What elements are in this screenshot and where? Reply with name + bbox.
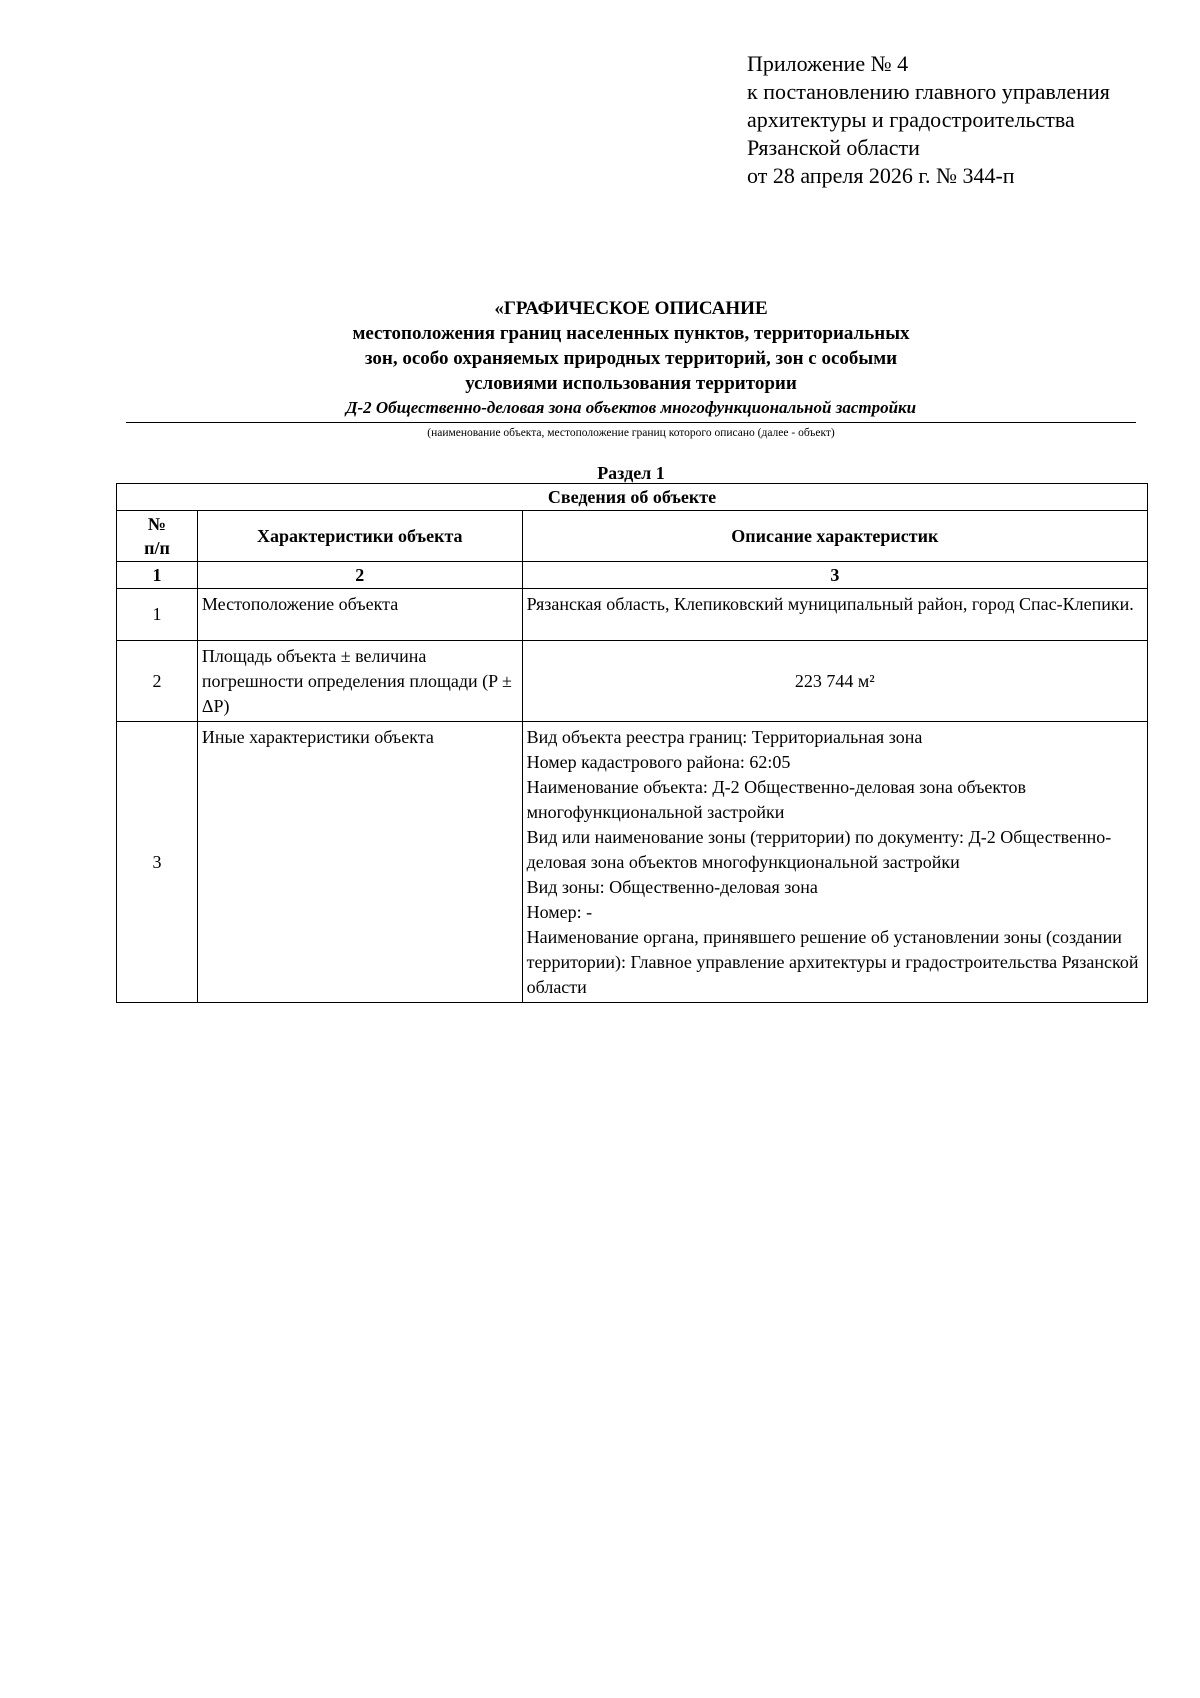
description-line: Вид зоны: Общественно-деловая зона bbox=[526, 877, 818, 897]
row-number: 3 bbox=[117, 722, 198, 1003]
appendix-line-1: Приложение № 4 bbox=[747, 51, 909, 76]
document-subtitle-line-3: условиями использования территории bbox=[465, 373, 797, 394]
object-info-table bbox=[116, 483, 1148, 1003]
table-row bbox=[117, 589, 1148, 641]
row-description: Рязанская область, Клепиковский муниципальный район, город Спас-Клепики. bbox=[522, 589, 1147, 641]
description-line: Номер кадастрового района: 62:05 bbox=[526, 752, 791, 772]
header-num bbox=[117, 511, 198, 562]
table-header-row bbox=[117, 511, 1148, 562]
description-line: Наименование объекта: Д-2 Общественно-деловая зона объектов многофункциональной застройки bbox=[526, 777, 1027, 822]
column-number-1: 1 bbox=[117, 562, 198, 589]
description-line: Номер: - bbox=[526, 902, 593, 922]
header-num-line-1: № bbox=[147, 514, 166, 534]
table-title-row bbox=[117, 484, 1148, 511]
document-subtitle-line-2: зон, особо охраняемых природных территорий, зон с особыми bbox=[364, 348, 898, 369]
appendix-header bbox=[747, 50, 1110, 190]
description-line: Наименование органа, принявшего решение об установлении зоны (создании территории): Главное управление архитектуры и градостроительства Рязанской области bbox=[526, 927, 1139, 997]
row-number: 1 bbox=[117, 589, 198, 641]
row-number: 2 bbox=[117, 641, 198, 722]
table-row bbox=[117, 722, 1148, 1003]
appendix-line-2: к постановлению главного управления bbox=[747, 79, 1110, 104]
description-line: Вид объекта реестра границ: Территориальная зона bbox=[526, 727, 923, 747]
column-number-3: 3 bbox=[522, 562, 1147, 589]
header-characteristics: Характеристики объекта bbox=[197, 511, 522, 562]
row-description: 223 744 м² bbox=[522, 641, 1147, 722]
section-title: Раздел 1 bbox=[597, 463, 665, 483]
header-num-line-2: п/п bbox=[144, 538, 170, 558]
object-name: Д-2 Общественно-деловая зона объектов многофункциональной застройки bbox=[126, 396, 1136, 423]
object-name-caption: (наименование объекта, местоположение границ которого описано (далее - объект) bbox=[427, 427, 835, 439]
appendix-line-5: от 28 апреля 2026 г. № 344-п bbox=[747, 163, 1015, 188]
column-number-2: 2 bbox=[197, 562, 522, 589]
description-line: Вид или наименование зоны (территории) по документу: Д-2 Общественно-деловая зона объектов многофункциональной застройки bbox=[526, 827, 1112, 872]
document-title-block bbox=[126, 296, 1136, 441]
row-characteristic: Площадь объекта ± величина погрешности определения площади (P ± ΔP) bbox=[197, 641, 522, 722]
header-description: Описание характеристик bbox=[522, 511, 1147, 562]
appendix-line-3: архитектуры и градостроительства bbox=[747, 107, 1075, 132]
row-description bbox=[522, 722, 1147, 1003]
column-number-row bbox=[117, 562, 1148, 589]
row-characteristic: Местоположение объекта bbox=[197, 589, 522, 641]
table-title: Сведения об объекте bbox=[117, 484, 1148, 511]
row-characteristic: Иные характеристики объекта bbox=[197, 722, 522, 1003]
appendix-line-4: Рязанской области bbox=[747, 135, 920, 160]
document-subtitle-line-1: местоположения границ населенных пунктов, территориальных bbox=[352, 323, 910, 344]
table-row bbox=[117, 641, 1148, 722]
document-title: «ГРАФИЧЕСКОЕ ОПИСАНИЕ bbox=[494, 298, 768, 319]
